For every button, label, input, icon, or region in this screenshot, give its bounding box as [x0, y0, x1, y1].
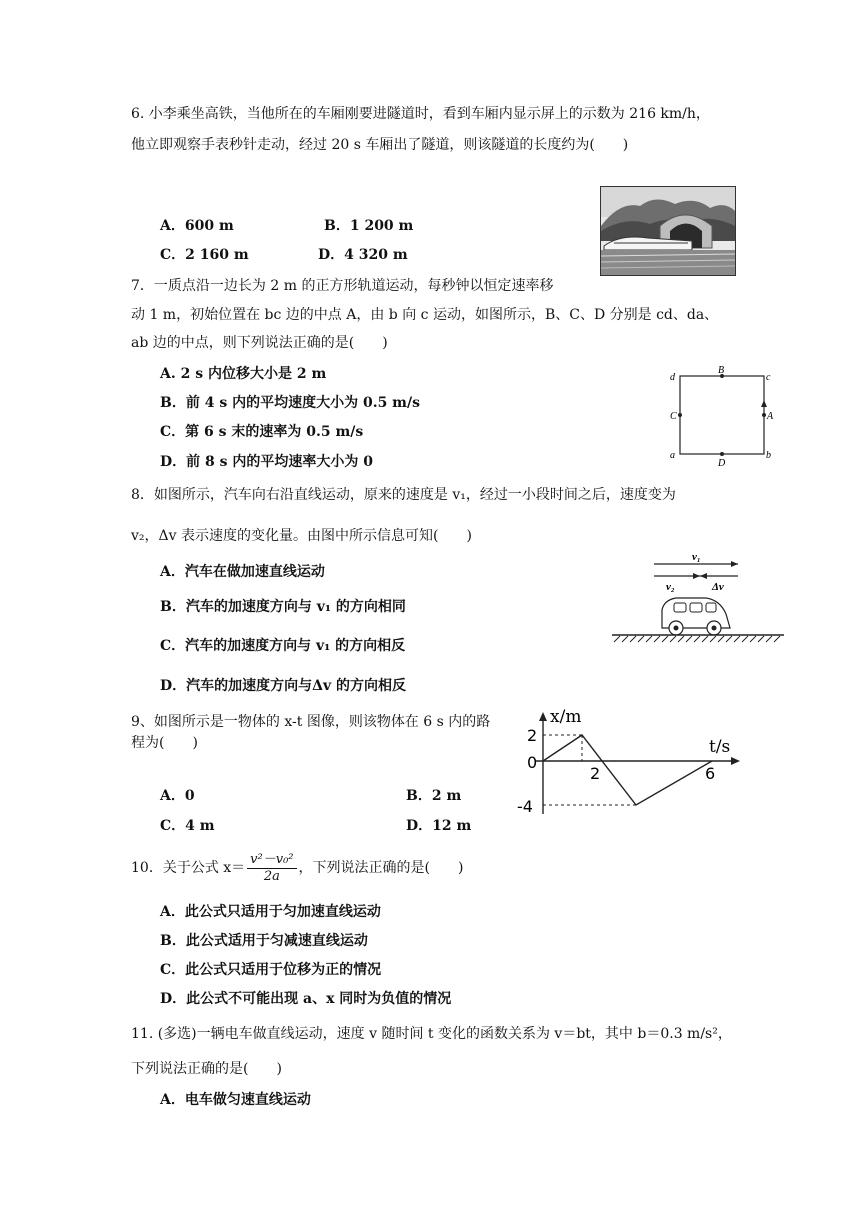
train-tunnel-photo — [600, 186, 736, 276]
q11-option-a: A．电车做匀速直线运动 — [160, 1092, 311, 1108]
q6-stem-line1: 6. 小李乘坐高铁，当他所在的车厢刚要进隧道时，看到车厢内显示屏上的示数为 216 km/h， — [131, 106, 710, 122]
y-tick-0: 0 — [527, 753, 538, 772]
y-axis-label: x/m — [550, 707, 582, 727]
q10-option-a: A．此公式只适用于匀加速直线运动 — [160, 904, 381, 920]
q11-stem-line1: 11. (多选)一辆电车做直线运动，速度 v 随时间 t 变化的函数关系为 v＝bt，其中 b＝0.3 m/s²， — [131, 1026, 732, 1042]
square-track-figure — [664, 364, 776, 472]
q10-stem — [131, 850, 463, 886]
corner-b-label: b — [766, 450, 771, 461]
y-tick-2: 2 — [527, 726, 538, 745]
q7-stem-line2: 动 1 m，初始位置在 bc 边的中点 A，由 b 向 c 运动，如图所示，B、C、D 分别是 cd、da、 — [131, 307, 719, 323]
point-d-label: D — [718, 458, 726, 469]
x-tick-2: 2 — [590, 764, 601, 783]
q7-option-d: D．前 8 s 内的平均速率大小为 0 — [160, 454, 374, 470]
q9-option-a: A．0 — [160, 788, 195, 804]
point-b-label: B — [718, 365, 725, 376]
q8-stem-line2: v₂，Δv 表示速度的变化量。由图中所示信息可知( ) — [131, 528, 472, 544]
q10-stem-prefix: 10．关于公式 x＝ — [131, 860, 246, 876]
y-tick-neg4: -4 — [517, 797, 533, 816]
q7-option-c: C．第 6 s 末的速率为 0.5 m/s — [160, 424, 364, 440]
q6-stem-line2: 他立即观察手表秒针走动，经过 20 s 车厢出了隧道，则该隧道的长度约为( ) — [131, 137, 629, 153]
q9-option-c: C．4 m — [160, 818, 215, 834]
q9-stem-line2: 程为( ) — [131, 735, 198, 751]
corner-a-label: a — [670, 450, 675, 461]
delta-v-label: Δv — [712, 581, 724, 593]
car-velocity-figure — [610, 548, 786, 644]
point-c-label: C — [670, 411, 677, 422]
q10-option-b: B．此公式适用于匀减速直线运动 — [160, 933, 368, 949]
corner-c-label: c — [766, 372, 771, 383]
q9-option-d: D．12 m — [406, 818, 472, 834]
q7-option-b: B．前 4 s 内的平均速度大小为 0.5 m/s — [160, 395, 420, 411]
q8-stem-line1: 8．如图所示，汽车向右沿直线运动，原来的速度是 v₁，经过一小段时间之后，速度变为 — [131, 487, 676, 503]
q9-stem-line1: 9、如图所示是一物体的 x-t 图像，则该物体在 6 s 内的路 — [131, 714, 491, 730]
corner-d-label: d — [670, 372, 675, 383]
q10-formula-numerator: v²－v₀² — [247, 852, 296, 869]
q10-formula — [247, 852, 296, 885]
q10-stem-suffix: ，下列说法正确的是( ) — [298, 860, 464, 876]
q7-stem-line1: 7．一质点沿一边长为 2 m 的正方形轨道运动，每秒钟以恒定速率移 — [131, 278, 554, 294]
x-t-graph — [514, 704, 744, 820]
q6-option-c: C．2 160 m — [160, 247, 249, 263]
q10-option-c: C．此公式只适用于位移为正的情况 — [160, 962, 382, 978]
v1-label: v₁ — [692, 551, 701, 563]
q8-option-c: C．汽车的加速度方向与 v₁ 的方向相反 — [160, 638, 406, 654]
v2-label: v₂ — [666, 581, 675, 593]
x-axis-label: t/s — [709, 737, 731, 757]
q6-option-a: A．600 m — [160, 218, 234, 234]
q7-option-a: A. 2 s 内位移大小是 2 m — [160, 366, 327, 382]
q6-option-d: D．4 320 m — [318, 247, 408, 263]
q8-option-a: A．汽车在做加速直线运动 — [160, 564, 325, 580]
q8-option-b: B．汽车的加速度方向与 v₁ 的方向相同 — [160, 599, 406, 615]
q7-stem-line3: ab 边的中点，则下列说法正确的是( ) — [131, 335, 388, 351]
x-tick-6: 6 — [705, 764, 716, 783]
q11-stem-line2: 下列说法正确的是( ) — [131, 1061, 282, 1077]
q9-option-b: B．2 m — [406, 788, 462, 804]
q6-option-b: B．1 200 m — [324, 218, 414, 234]
q10-option-d: D．此公式不可能出现 a、x 同时为负值的情况 — [160, 991, 452, 1007]
q8-option-d: D．汽车的加速度方向与Δv 的方向相反 — [160, 678, 407, 694]
point-a-label: A — [767, 411, 774, 422]
q10-formula-denominator: 2a — [263, 868, 280, 884]
